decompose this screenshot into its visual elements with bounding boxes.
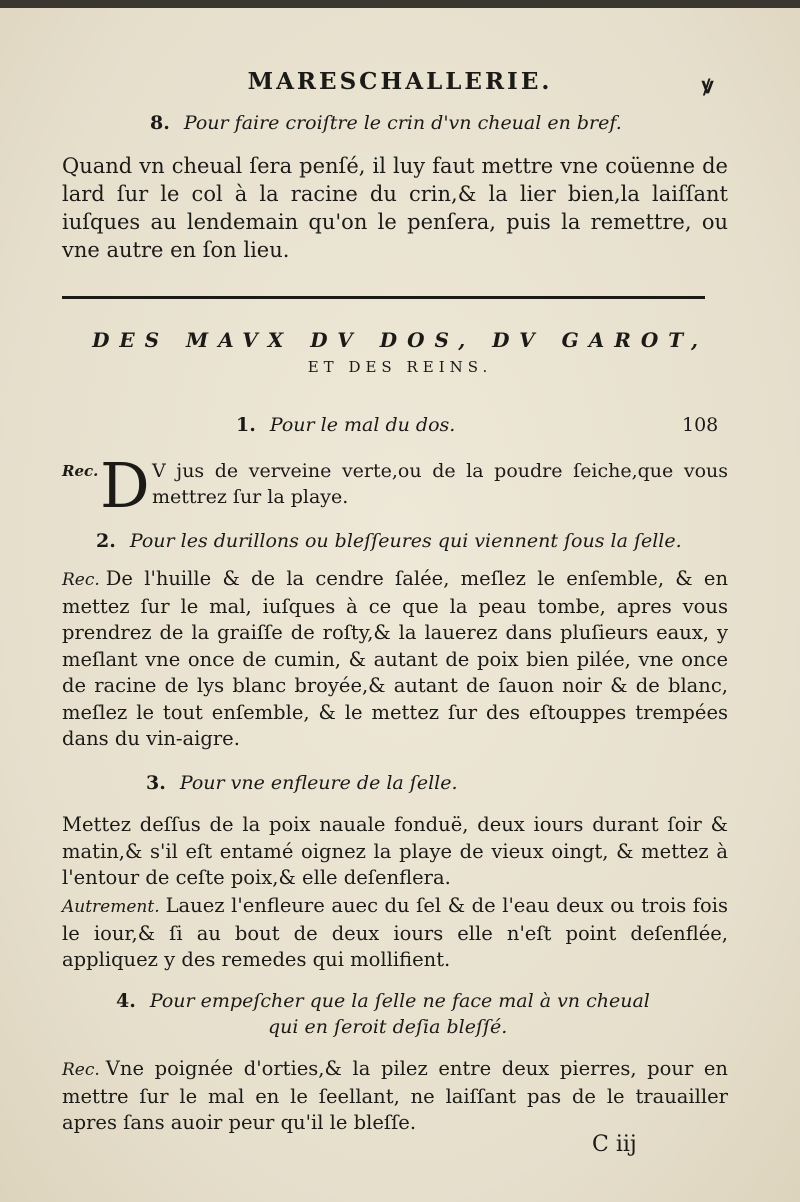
heading-title: Pour empeſcher que la ſelle ne face mal à vn cheual bbox=[149, 990, 650, 1012]
heading-8 bbox=[150, 112, 622, 134]
paragraph-text: Vne poignée d'orties,& la pilez entre deux pierres, pour en mettre ſur le mal en le ſeellant, ne laiſſant pas de le trauailler apres ſans auoir peur qu'il le bleſſe. bbox=[62, 1057, 728, 1134]
heading-4 bbox=[116, 990, 650, 1012]
heading-number: 2. bbox=[96, 530, 116, 552]
paragraph-text: Lauez l'enfleure auec du ſel & de l'eau deux ou trois fois le iour,& ſi au bout de deux iours elle n'eſt point deſenflée, appliquez y des remedes qui mollifient. bbox=[62, 894, 728, 971]
paragraph-2 bbox=[62, 566, 728, 753]
paragraph-3-autrement bbox=[62, 893, 728, 974]
page-top-edge bbox=[0, 0, 800, 8]
section-subtitle: ET DES REINS. bbox=[307, 358, 493, 376]
paragraph-1: V jus de verveine verte,ou de la poudre ſeiche,que vous mettrez ſur la playe. bbox=[152, 460, 728, 508]
heading-number: 8. bbox=[150, 112, 170, 134]
heading-number: 1. bbox=[236, 414, 256, 436]
heading-number: 3. bbox=[146, 772, 166, 794]
heading-title: Pour vne enfleure de la ſelle. bbox=[179, 772, 458, 794]
drop-cap: D bbox=[100, 449, 150, 522]
heading-title: Pour les durillons ou bleſſeures qui viennent ſous la ſelle. bbox=[129, 530, 682, 552]
paragraph-4 bbox=[62, 1056, 728, 1137]
heading-3 bbox=[146, 772, 458, 794]
page-number: 108 bbox=[682, 414, 719, 436]
paragraph-8: Quand vn cheual ſera penſé, il luy faut mettre vne coüenne de lard ſur le col à la racine du crin,& la lier bien,la laiſſant iuſques au lendemain qu'on le penſera, puis la remettre, ou vne autre en ſon lieu. bbox=[62, 154, 728, 262]
rec-label: Rec. bbox=[62, 570, 100, 590]
heading-4-line-2: qui en ſeroit deſia bleſſé. bbox=[268, 1016, 508, 1038]
autrement-label: Autrement. bbox=[62, 897, 160, 917]
folio-mark: ꝟ bbox=[702, 73, 714, 99]
section-title: DES MAVX DV DOS, DV GAROT, bbox=[92, 328, 708, 352]
signature-mark: C iij bbox=[592, 1132, 637, 1157]
heading-1 bbox=[236, 414, 455, 436]
heading-title: Pour faire croiſtre le crin d'vn cheual en bref. bbox=[183, 112, 622, 134]
paragraph-text: De l'huille & de la cendre ſalée, meſlez le enſemble, & en mettez ſur le mal, iuſques à ce que la peau tombe, apres vous prendrez de la graiſſe de roſty,& la lauerez dans pluſieurs eaux, y meſlant vne once de cumin, & autant de poix bien pilée, vne once de racine de lys blanc broyée,& autant de ſauon noir & de blanc, meſlez le tout enſemble, & le mettez ſur des eſtouppes trempées dans du vin-aigre. bbox=[62, 567, 728, 750]
section-rule bbox=[62, 296, 705, 299]
heading-title: Pour le mal du dos. bbox=[269, 414, 456, 436]
running-head: MARESCHALLERIE. bbox=[247, 68, 553, 95]
rec-label: Rec. bbox=[62, 1060, 100, 1080]
rec-label: Rec. bbox=[62, 462, 99, 480]
heading-number: 4. bbox=[116, 990, 136, 1012]
heading-2 bbox=[96, 530, 682, 552]
paragraph-3: Mettez deſſus de la poix nauale fonduë, deux iours durant ſoir & matin,& s'il eſt entamé oignez la playe de vieux oingt, & mettez à l'entour de ceſte poix,& elle deſenflera. bbox=[62, 813, 728, 889]
